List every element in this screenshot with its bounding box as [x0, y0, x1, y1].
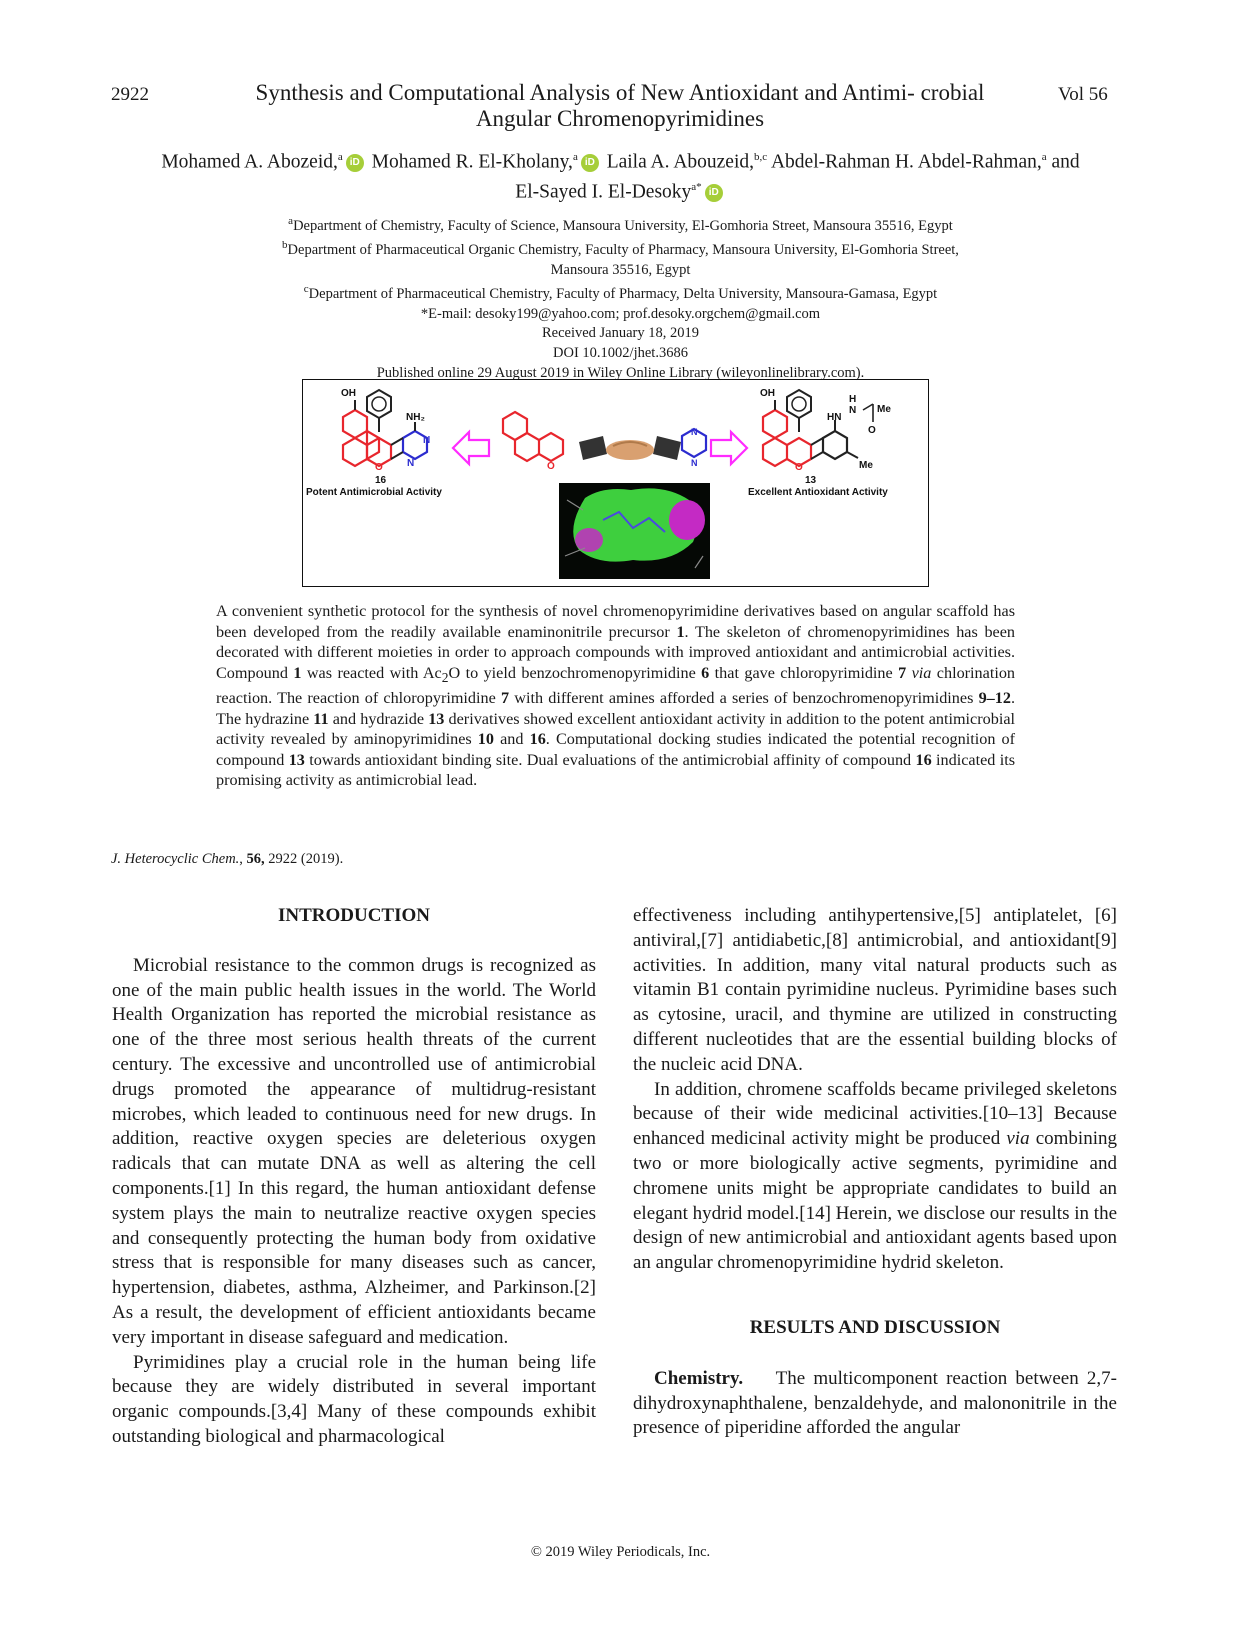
author-name: Abdel-Rahman H. Abdel-Rahman, [770, 151, 1042, 173]
affiliation-mark: c [303, 283, 309, 296]
oh-label: OH [760, 388, 775, 399]
abstract-text: . The hydrazine [216, 689, 1015, 728]
graphical-abstract-drawing [303, 380, 928, 586]
o-label: O [868, 425, 876, 436]
italic-word: via [1006, 1128, 1030, 1150]
o-label: O [547, 461, 555, 472]
section-heading-introduction: INTRODUCTION [277, 905, 431, 926]
right-column [633, 904, 1117, 1441]
affiliation-text: Department of Pharmaceutical Chemistry, Faculty of Pharmacy, Delta University, Mansoura-Gamasa, Egypt [308, 286, 938, 303]
published-line: Published online 29 August 2019 in Wiley Online Library (wileyonlinelibrary.com). [376, 364, 865, 381]
affiliation-b-cont: Mansoura 35516, Egypt [550, 261, 691, 278]
abstract-text: . Computational docking studies indicated the potential recognition of compound [216, 730, 1016, 769]
me-label: Me [877, 404, 891, 415]
compound-16-structure [306, 388, 442, 498]
orcid-icon[interactable]: iD [705, 184, 723, 202]
compound-ref: 10 [477, 730, 494, 749]
body-paragraph: effectiveness including antihypertensive,[5] antiplatelet, [6] antiviral,[7] antidiabetic,[8] antimicrobial, and antioxidant[9] activities. In addition, many vital natural products such as vitamin B1 contain pyrimidine nucleus. Pyrimidine bases such as cytosine, uracil, and thymine are utilized in constructing different nucleotides that are the essential building blocks of the nucleic acid DNA. [633, 905, 1117, 1075]
affiliation-a [200, 212, 1041, 236]
body-text: combining two or more biologically active segments, pyrimidine and chromene units might be appropriate candidates to build an elegant hydrid model.[14] Herein, we disclose our results in the design of new antimicrobial and antioxidant agents based upon an angular chromenopyrimidine hydrid skeleton. [633, 1128, 1117, 1274]
arrow-right-icon [711, 432, 747, 464]
chromene-structure [503, 412, 563, 461]
affiliation-mark: b [282, 239, 288, 252]
abstract-text: and [493, 730, 530, 749]
affiliation-b [200, 236, 1041, 260]
n-label: N [849, 405, 857, 416]
abstract-text: indicated its promising activity as antimicrobial lead. [216, 750, 1016, 790]
author-name: Laila A. Abouzeid, [606, 151, 755, 173]
affiliation-c [200, 280, 1041, 304]
citation-line: J. Heterocyclic Chem., 56, 2922 (2019). [111, 851, 344, 867]
affiliation-mark: a [288, 215, 294, 227]
compound-ref: 11 [313, 709, 329, 728]
left-column [112, 904, 596, 1450]
author-name: Mohamed A. Abozeid, [161, 151, 338, 173]
abstract-text: O to yield benzochromenopyrimidine [448, 663, 702, 682]
received-date: Received January 18, 2019 [541, 325, 700, 342]
body-paragraph: Microbial resistance to the common drugs is recognized as one of the main public health issues in the world. The World Health Organization has reported the microbial resistance as one of the three most serious health threats of the current century. The excessive and uncontrolled use of antimicrobial drugs promoted the appearance of multidrug-resistant microbes, which leaded to continuous need for new drugs. In addition, reactive oxygen species are deleterious oxygen radicals that can mutate DNA as well as altering the cell components.[1] In this regard, the human antioxidant defense system plays the main to neutralize reactive oxygen species and consequently protecting the human body from oxidative stress that is responsible for many diseases such as cancer, hypertension, diabetes, asthma, Alzheimer, and Parkinson.[2] As a result, the development of efficient antioxidants became very important in disease safeguard and medication. [112, 954, 596, 1348]
activity-caption: Excellent Antioxidant Activity [748, 487, 888, 498]
compound-ref: 1 [293, 663, 302, 682]
author-affiliation-mark: a [337, 151, 343, 163]
abstract [216, 601, 1015, 791]
compound-ref: 7 [500, 689, 510, 708]
compound-ref: 13 [428, 709, 445, 728]
abstract-text: with different amines afforded a series of benzochromenopyrimidines [509, 689, 979, 708]
body-paragraph: Pyrimidines play a crucial role in the human being life because they are widely distributed in several important organic compounds.[3,4] Many of these compounds exhibit outstanding biological and pharmacological [112, 1351, 596, 1447]
author-conjunction: and [1051, 151, 1080, 173]
author-name: Mohamed R. El-Kholany, [371, 151, 573, 173]
nh2-label: NH₂ [406, 412, 425, 423]
n-label: N [407, 458, 415, 469]
o-label: O [375, 462, 383, 473]
abstract-text: derivatives showed excellent antioxidant activity in addition to the potent antimicrobial activity revealed by aminopyrimidines [216, 709, 1016, 749]
abstract-text: A convenient synthetic protocol for the synthesis of novel chromenopyrimidine derivatives based on angular scaffold has been developed from the readily available enaminonitrile precursor [216, 602, 1015, 641]
body-text: In addition, chromene scaffolds became privileged skeletons because of their wide medicinal activities.[10–13] Because enhanced medicinal activity might be produced [633, 1078, 1117, 1150]
compound-ref: 16 [529, 730, 546, 749]
compound-ref: 13 [288, 750, 305, 769]
compound-number: 13 [805, 475, 817, 486]
compound-number: 16 [375, 475, 387, 486]
italic-word: via [911, 663, 932, 682]
author-list [100, 145, 1141, 204]
graphical-abstract [302, 379, 929, 587]
n-label: N [691, 458, 698, 468]
compound-ref: 9–12 [978, 689, 1011, 708]
body-paragraph [633, 1078, 1117, 1276]
n-label: N [691, 427, 698, 437]
handshake-icon [579, 436, 681, 460]
n-label: N [423, 435, 431, 446]
o-label: O [795, 462, 803, 473]
hn-label: HN [827, 412, 842, 423]
docking-image [559, 483, 710, 579]
volume-label: Vol 56 [1058, 84, 1108, 105]
me-label: Me [859, 460, 873, 471]
affiliation-text: Department of Chemistry, Faculty of Science, Mansoura University, El-Gomhoria Street, Mansoura 35516, Egypt [293, 217, 953, 234]
affiliation-text: Department of Pharmaceutical Organic Chemistry, Faculty of Pharmacy, Mansoura University, El-Gomhoria Street, [287, 242, 959, 259]
abstract-text: and hydrazide [328, 709, 429, 728]
subscript: 2 [441, 669, 449, 685]
activity-caption: Potent Antimicrobial Activity [306, 487, 442, 498]
abstract-text: . The skeleton of chromenopyrimidines has been decorated with different moieties in order to approach compounds with improved antioxidant and antimicrobial activities. Compound [216, 622, 1016, 682]
copyright-footer: © 2019 Wiley Periodicals, Inc. [530, 1544, 711, 1560]
orcid-icon[interactable]: iD [346, 154, 364, 172]
journal-volume: 56, [246, 851, 265, 867]
abstract-text: chlorination reaction. The reaction of chloropyrimidine [216, 663, 1016, 708]
email-line[interactable]: *E-mail: desoky199@yahoo.com; prof.desoky.orgchem@gmail.com [420, 305, 821, 322]
compound-ref: 1 [676, 622, 685, 641]
arrow-left-icon [453, 432, 489, 464]
body-paragraph [633, 1367, 1117, 1441]
abstract-text: was reacted with Ac [301, 663, 442, 682]
affiliations [200, 212, 1041, 383]
author-affiliation-mark: a [1041, 151, 1047, 163]
compound-ref: 7 [898, 663, 907, 682]
compound-13-structure [748, 388, 891, 498]
h-label: H [849, 394, 857, 405]
author-name: El-Sayed I. El-Desoky [515, 181, 692, 202]
citation-rest: 2922 (2019). [264, 851, 344, 867]
page-number: 2922 [111, 84, 149, 105]
doi-line[interactable]: DOI 10.1002/jhet.3686 [553, 345, 688, 362]
journal-name: J. Heterocyclic Chem. [111, 851, 240, 867]
oh-label: OH [341, 388, 356, 399]
author-affiliation-mark: a [572, 151, 578, 163]
author-affiliation-mark: b,c [754, 151, 768, 163]
article-title: Synthesis and Computational Analysis of New Antioxidant and Antimi- crobial Angular Chromenopyrimidines [255, 80, 985, 131]
abstract-text: towards antioxidant binding site. Dual evaluations of the antimicrobial affinity of compound [304, 750, 916, 769]
section-heading-results: RESULTS AND DISCUSSION [749, 1316, 1001, 1338]
paragraph-label: Chemistry. [654, 1367, 744, 1389]
compound-ref: 6 [701, 663, 710, 682]
author-affiliation-mark: a* [691, 180, 702, 193]
compound-ref: 16 [915, 750, 932, 769]
orcid-icon[interactable]: iD [581, 154, 599, 172]
abstract-text: that gave chloropyrimidine [709, 663, 899, 682]
body-text: The multicomponent reaction between 2,7-dihydroxynaphthalene, benzaldehyde, and malononitrile in the presence of piperidine afforded the angular [633, 1367, 1117, 1439]
